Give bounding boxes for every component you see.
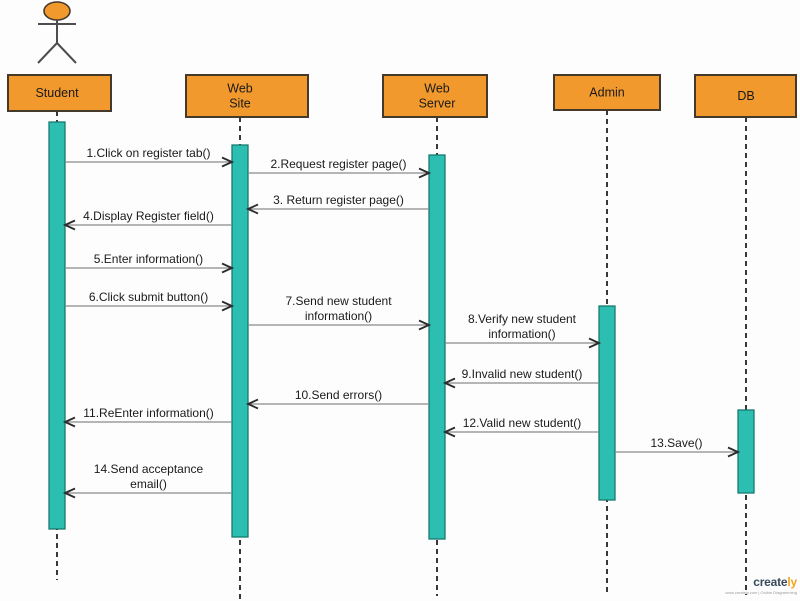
- message-12: [445, 416, 599, 437]
- creately-logo-text: create: [753, 575, 788, 590]
- message-5-label: 5.Enter information(): [93, 252, 204, 266]
- message-1: [65, 146, 232, 167]
- actor-figure-student: [38, 2, 76, 63]
- creately-tagline: www.creately.com | Online Diagramming: [725, 589, 797, 595]
- participant-label-webserver: Web Server: [418, 81, 456, 111]
- actor-right-leg: [57, 43, 76, 63]
- message-2-label: 2.Request register page(): [270, 157, 407, 171]
- message-13-label: 13.Save(): [650, 436, 703, 450]
- message-13: [615, 436, 738, 457]
- creately-logo-suffix: ly: [787, 575, 797, 590]
- message-12-label: 12.Valid new student(): [462, 416, 582, 430]
- participant-admin: [554, 75, 660, 110]
- message-6: [65, 290, 232, 311]
- message-9-label: 9.Invalid new student(): [461, 367, 583, 381]
- participant-label-student: Student: [35, 86, 79, 100]
- message-11: [65, 406, 232, 427]
- participant-db: [695, 75, 796, 117]
- message-5: [65, 252, 232, 273]
- message-4-label: 4.Display Register field(): [83, 209, 214, 223]
- message-1-label: 1.Click on register tab(): [86, 146, 211, 160]
- activation-bar-student: [49, 122, 65, 529]
- message-10-label: 10.Send errors(): [294, 388, 383, 402]
- participant-webserver: [383, 75, 487, 117]
- participant-website: [186, 75, 308, 117]
- message-2: [248, 157, 429, 178]
- message-14: [65, 462, 232, 498]
- message-11-label: 11.ReEnter information(): [83, 406, 214, 420]
- message-3: [248, 193, 429, 214]
- activation-bar-admin: [599, 306, 615, 500]
- activation-bar-db: [738, 410, 754, 493]
- message-9: [445, 367, 599, 388]
- message-10: [248, 388, 429, 409]
- activation-bar-website: [232, 145, 248, 537]
- message-8-label: 8.Verify new student information(): [467, 312, 577, 341]
- message-8: [445, 312, 599, 348]
- message-7: [248, 294, 429, 330]
- participant-label-admin: Admin: [589, 85, 625, 100]
- participant-student: [8, 75, 111, 111]
- message-7-label: 7.Send new student information(): [285, 294, 392, 323]
- message-3-label: 3. Return register page(): [273, 193, 404, 207]
- participant-label-website: Web Site: [227, 81, 253, 111]
- message-6-label: 6.Click submit button(): [88, 290, 209, 304]
- creately-watermark: [725, 576, 797, 595]
- message-4: [65, 209, 232, 230]
- message-14-label: 14.Send acceptance email(): [93, 462, 204, 491]
- actor-left-leg: [38, 43, 57, 63]
- participant-label-db: DB: [737, 89, 755, 103]
- creately-logo: [725, 576, 797, 589]
- activation-bar-webserver: [429, 155, 445, 539]
- actor-head: [44, 2, 70, 20]
